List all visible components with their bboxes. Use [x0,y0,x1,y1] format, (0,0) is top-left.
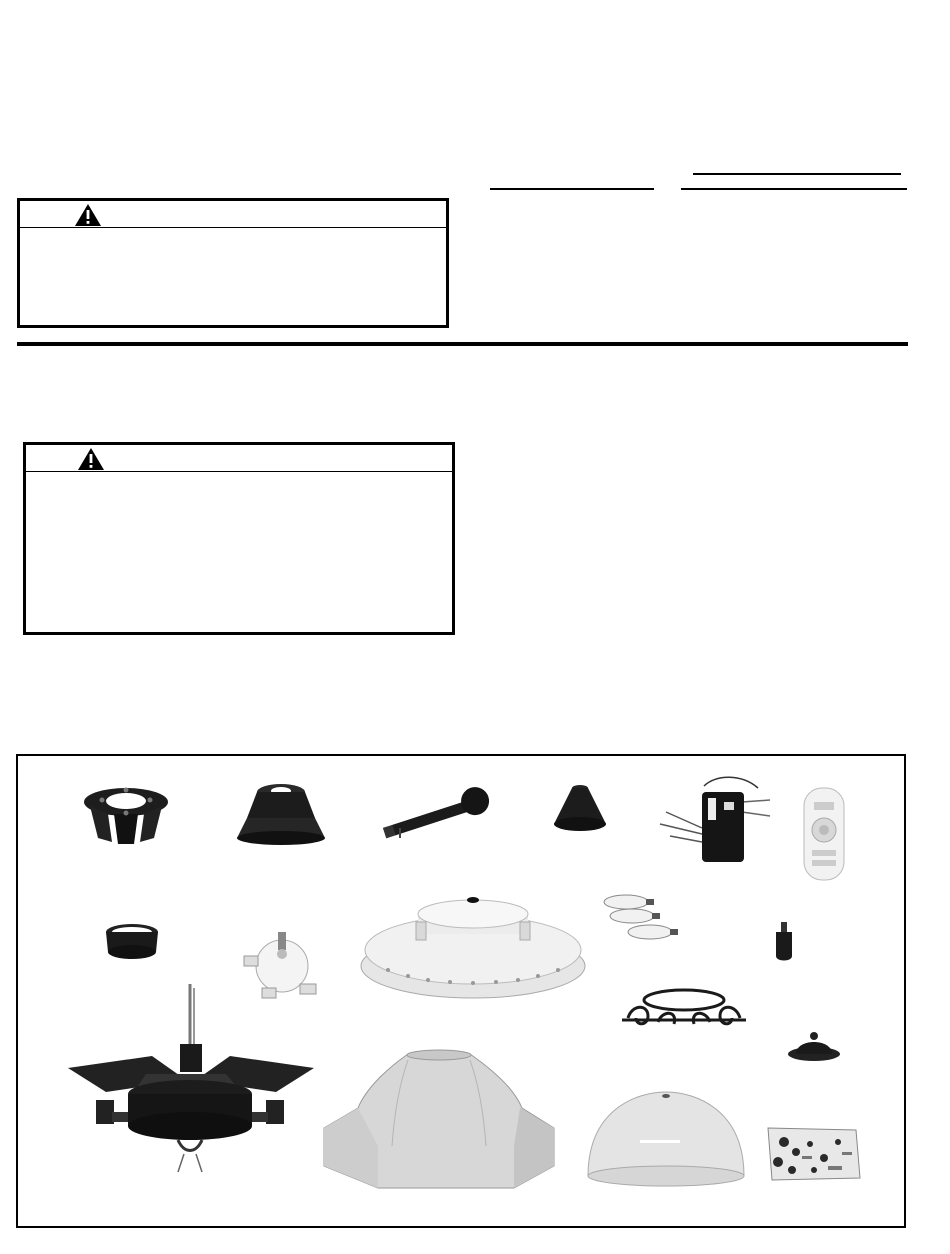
warning-box-header [20,201,446,228]
warning-box-bottom [23,442,455,635]
decorative-scroll-cage-icon [618,982,750,1038]
header-rule-left [490,188,654,190]
receiver-module-icon [646,772,776,872]
remote-control-icon [788,784,860,886]
dome-glass-shade-icon [584,1086,748,1190]
ceiling-mounting-bracket-icon [80,780,172,850]
parts-panel [16,754,906,1228]
hardware-bag-icon [764,1122,864,1186]
canopy-icon [231,780,331,846]
motor-assembly-icon [66,982,316,1178]
candelabra-bulbs-icon [598,890,694,946]
finial-icon [770,920,798,966]
header-rule-top [693,173,901,175]
canopy-cover-icon [548,782,612,834]
switch-housing-bowl-icon [358,884,588,1002]
warning-box-top [17,198,449,328]
section-divider [17,342,908,346]
warning-triangle-icon [74,203,102,227]
finial-cap-icon [786,1028,842,1064]
large-glass-shade-icon [318,1048,560,1198]
downrod-with-ball-icon [378,780,498,840]
warning-box-header [26,445,452,472]
header-rule-right [681,188,907,190]
coupling-cover-icon [102,922,162,964]
warning-triangle-icon [77,447,105,471]
